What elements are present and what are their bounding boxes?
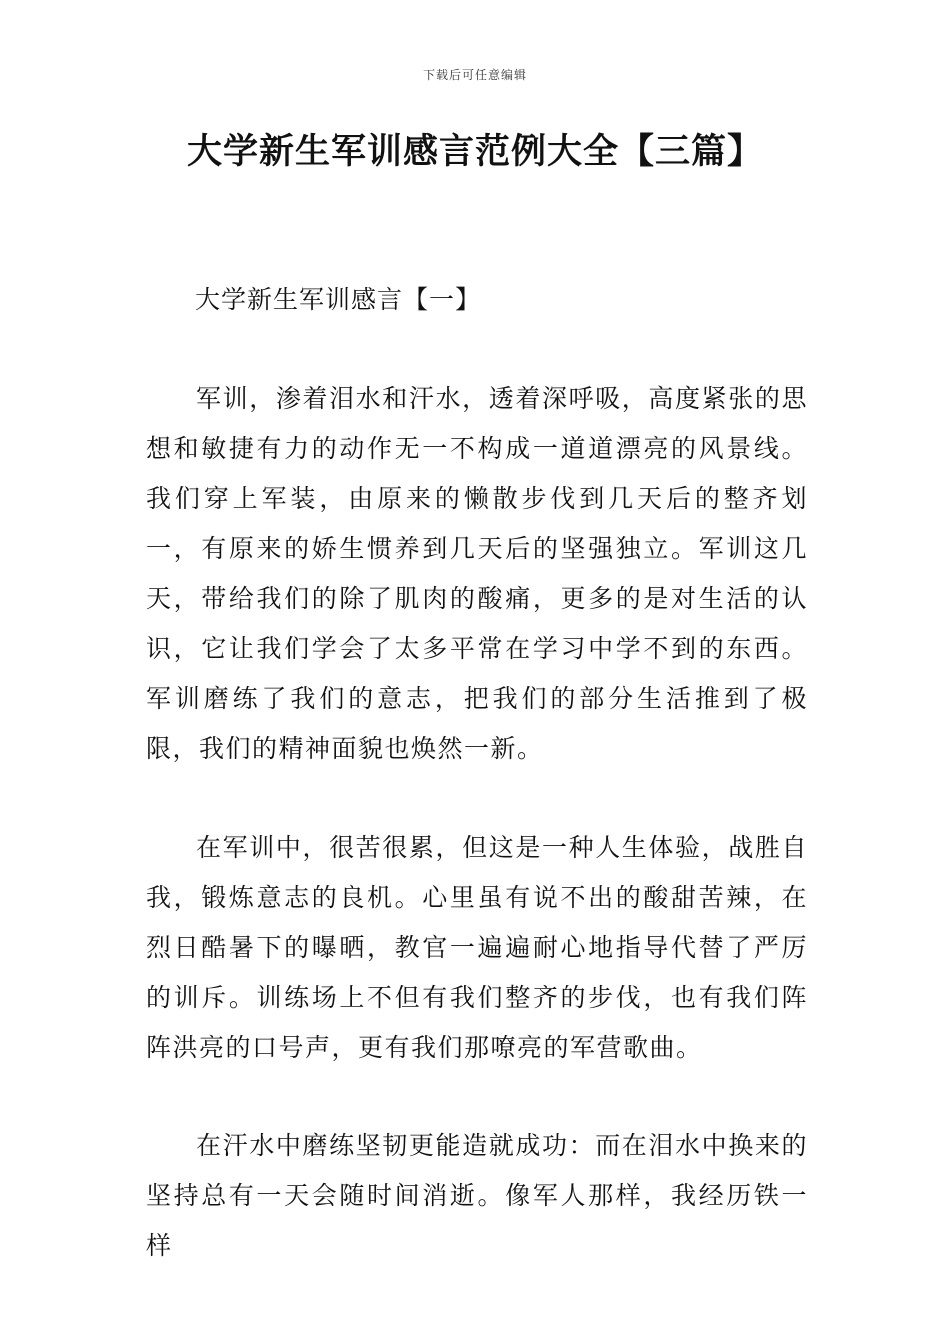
document-title: 大学新生军训感言范例大全【三篇】 [186,132,763,172]
paragraph-2: 在军训中，很苦很累，但这是一种人生体验，战胜自我，锻炼意志的良机。心里虽有说不出的酸甜苦辣，在烈日酷暑下的曝晒，教官一遍遍耐心地指导代替了严厉的训斥。训练场上不但有我们整齐的步伐，也有我们阵阵洪亮的口号声，更有我们那嘹亮的军营歌曲。 [146,833,808,1062]
header-note: 下载后可任意编辑 [422,68,527,82]
paragraph-3: 在汗水中磨练坚韧更能造就成功：而在泪水中换来的坚持总有一天会随时间消逝。像军人那样，我经历铁一样 [146,1131,808,1260]
section-heading: 大学新生军训感言【一】 [195,285,482,314]
paragraph-1: 军训，渗着泪水和汗水，透着深呼吸，高度紧张的思想和敏捷有力的动作无一不构成一道道漂亮的风景线。我们穿上军装，由原来的懒散步伐到几天后的整齐划一，有原来的娇生惯养到几天后的坚强独立。军训这几天，带给我们的除了肌肉的酸痛，更多的是对生活的认识，它让我们学会了太多平常在学习中学不到的东西。军训磨练了我们的意志，把我们的部分生活推到了极限，我们的精神面貌也焕然一新。 [146,384,808,763]
